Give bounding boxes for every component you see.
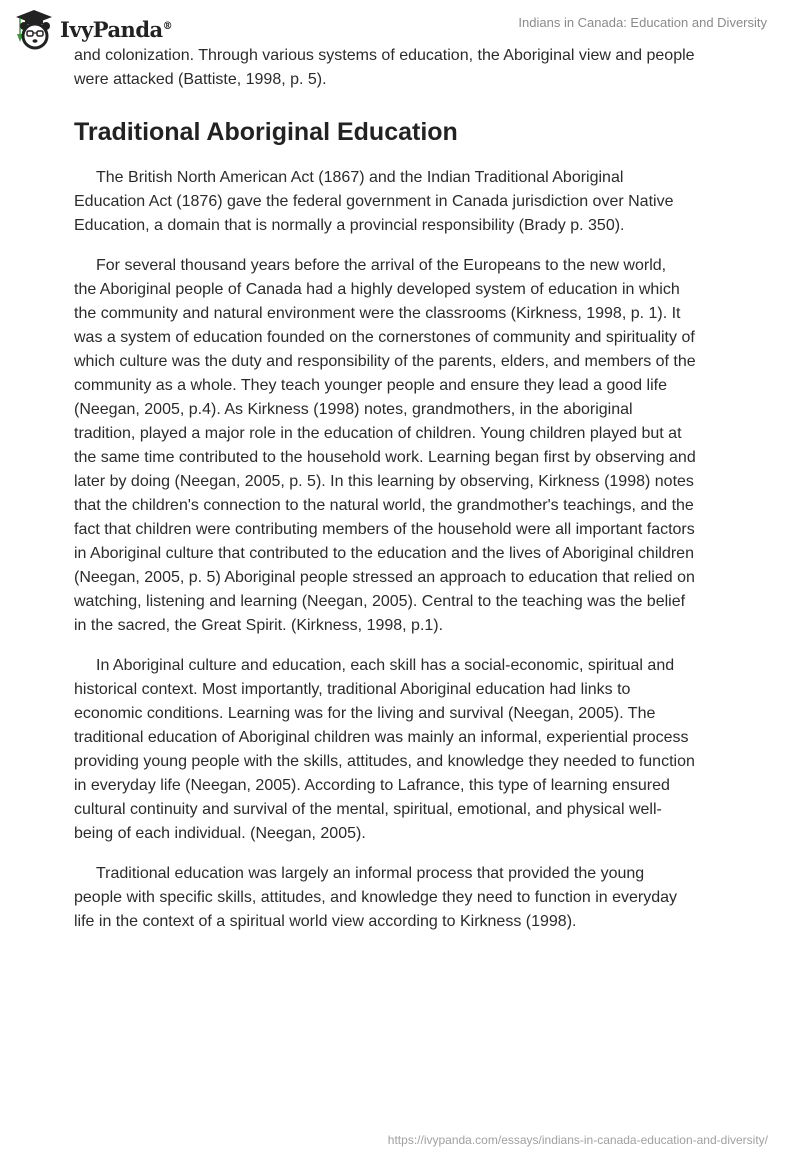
text-line: later by doing (Neegan, 2005, p. 5). In this learning by observing, Kirkness (1998) notes: [74, 473, 694, 490]
text-line: traditional education of Aboriginal children was mainly an informal, experiential process: [74, 729, 689, 746]
text-line: In Aboriginal culture and education, each skill has a social-economic, spiritual and: [96, 657, 675, 674]
intro-paragraph: [74, 44, 734, 92]
text-line: Education, a domain that is normally a provincial responsibility (Brady p. 350).: [74, 217, 625, 234]
text-line: the Aboriginal people of Canada had a highly developed system of education in which: [74, 281, 680, 298]
document-title: Indians in Canada: Education and Diversity: [518, 15, 767, 30]
text-line: (Neegan, 2005, p.4). As Kirkness (1998) notes, grandmothers, in the aboriginal: [74, 401, 633, 418]
text-line: Education Act (1876) gave the federal government in Canada jurisdiction over Native: [74, 193, 674, 210]
text-line: economic conditions. Learning was for the living and survival (Neegan, 2005). The: [74, 705, 656, 722]
text-line: in the sacred, the Great Spirit. (Kirkness, 1998, p.1).: [74, 617, 444, 634]
text-line: the community and natural environment were the classrooms (Kirkness, 1998, p. 1). It: [74, 305, 681, 322]
text-line: The British North American Act (1867) and the Indian Traditional Aboriginal: [96, 169, 624, 186]
text-line: Traditional education was largely an informal process that provided the young: [96, 865, 645, 882]
text-line: fact that children were contributing members of the household were all important factors: [74, 521, 695, 538]
text-line: were attacked (Battiste, 1998, p. 5).: [74, 71, 327, 88]
text-line: life in the context of a spiritual world view according to Kirkness (1998).: [74, 913, 577, 930]
logo-wordmark: IvyPanda: [60, 16, 163, 42]
paragraph: [74, 654, 734, 846]
text-line: the same time contributed to the household work. Learning began first by observing and: [74, 449, 696, 466]
text-line: people with specific skills, attitudes, and knowledge they need to function in everyday: [74, 889, 678, 906]
text-line: cultural continuity and survival of the mental, spiritual, emotional, and physical well-: [74, 801, 662, 818]
section-heading: Traditional Aboriginal Education: [74, 118, 458, 146]
essay-body: [74, 44, 734, 950]
paragraph: [74, 166, 734, 238]
text-line: For several thousand years before the arrival of the Europeans to the new world,: [96, 257, 667, 274]
panda-graduate-icon: [14, 8, 54, 50]
text-line: providing young people with the skills, attitudes, and knowledge they needed to function: [74, 753, 695, 770]
text-line: watching, listening and learning (Neegan, 2005). Central to the teaching was the belief: [74, 593, 686, 610]
text-line: and colonization. Through various systems of education, the Aboriginal view and people: [74, 47, 695, 64]
text-line: being of each individual. (Neegan, 2005).: [74, 825, 366, 842]
paragraph: [74, 254, 734, 638]
paragraph: [74, 862, 734, 934]
text-line: in Aboriginal culture that contributed to the education and the lives of Aboriginal children: [74, 545, 694, 562]
text-line: in everyday life (Neegan, 2005). According to Lafrance, this type of learning ensured: [74, 777, 670, 794]
text-line: community as a whole. They teach younger people and ensure they lead a good life: [74, 377, 667, 394]
section-paragraphs: [74, 166, 734, 934]
text-line: that the children's connection to the natural world, the grandmother's teachings, and the: [74, 497, 694, 514]
registered-mark: ®: [162, 20, 173, 32]
text-line: was a system of education founded on the cornerstones of community and spirituality of: [74, 329, 695, 346]
text-line: which culture was the duty and responsibility of the parents, elders, and members of the: [74, 353, 696, 370]
text-line: historical context. Most importantly, traditional Aboriginal education had links to: [74, 681, 631, 698]
text-line: (Neegan, 2005, p. 5) Aboriginal people stressed an approach to education that relied on: [74, 569, 695, 586]
footer-url[interactable]: https://ivypanda.com/essays/indians-in-canada-education-and-diversity/: [387, 1133, 768, 1147]
logo-text: [60, 17, 172, 42]
text-line: tradition, played a major role in the education of children. Young children played but at: [74, 425, 682, 442]
page-header: [0, 0, 800, 50]
